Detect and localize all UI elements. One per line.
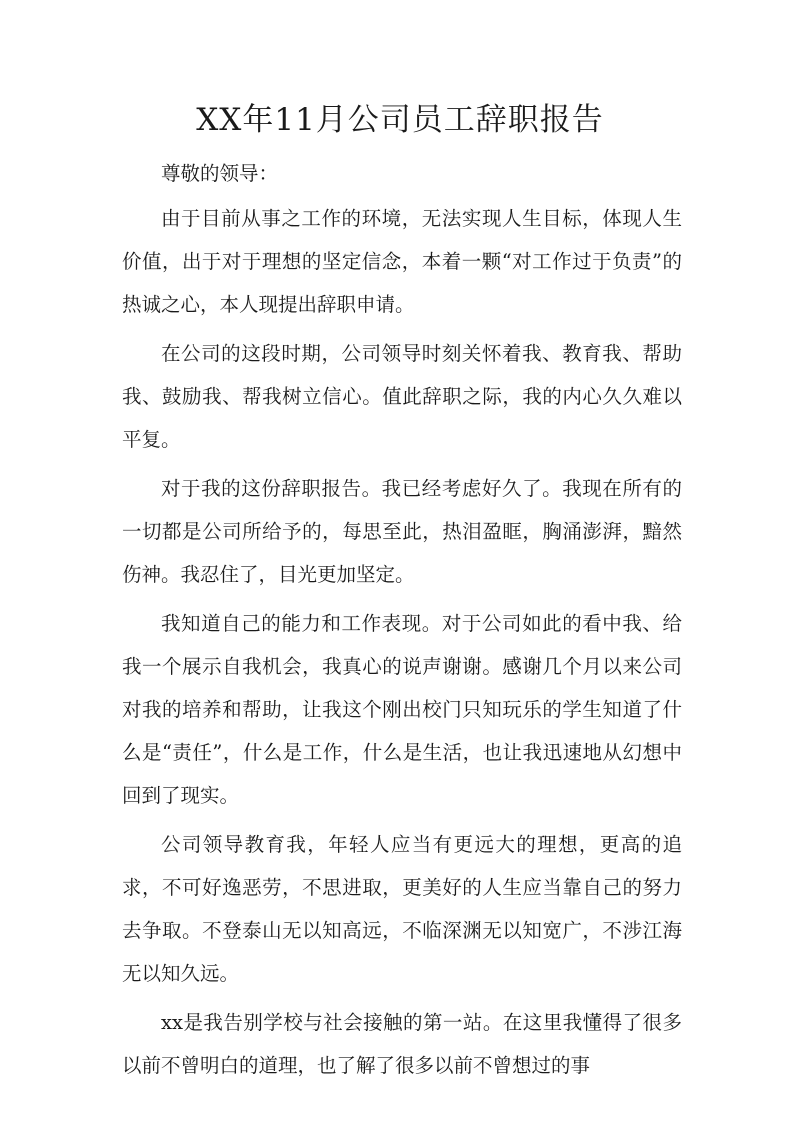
paragraph: 对于我的这份辞职报告。我已经考虑好久了。我现在所有的一切都是公司所给予的，每思至此，热泪盈眶，胸涌澎湃，黯然伤神。我忍住了，目光更加坚定。 [122, 477, 682, 586]
salutation: 尊敬的领导： [161, 162, 279, 185]
paragraph: 由于目前从事之工作的环境，无法实现人生目标，体现人生价值，出于对于理想的坚定信念，本着一颗“对工作过于负责”的热诚之心，本人现提出辞职申请。 [122, 207, 682, 316]
document-body [122, 152, 682, 1093]
paragraph: 公司领导教育我，年轻人应当有更远大的理想，更高的追求，不可好逸恶劳，不思进取，更美好的人生应当靠自己的努力去争取。不登泰山无以知高远，不临深渊无以知宽广，不涉江海无以知久远。 [122, 833, 682, 985]
paragraph: xx是我告别学校与社会接触的第一站。在这里我懂得了很多以前不曾明白的道理，也了解了很多以前不曾想过的事 [122, 1011, 682, 1077]
paragraph: 我知道自己的能力和工作表现。对于公司如此的看中我、给我一个展示自我机会，我真心的说声谢谢。感谢几个月以来公司对我的培养和帮助，让我这个刚出校门只知玩乐的学生知道了什么是“责任”，什么是工作，什么是生活，也让我迅速地从幻想中回到了现实。 [122, 612, 682, 807]
paragraph: 在公司的这段时期，公司领导时刻关怀着我、教育我、帮助我、鼓励我、帮我树立信心。值此辞职之际，我的内心久久难以平复。 [122, 342, 682, 451]
document-title: XX年11月公司员工辞职报告 [196, 102, 604, 138]
